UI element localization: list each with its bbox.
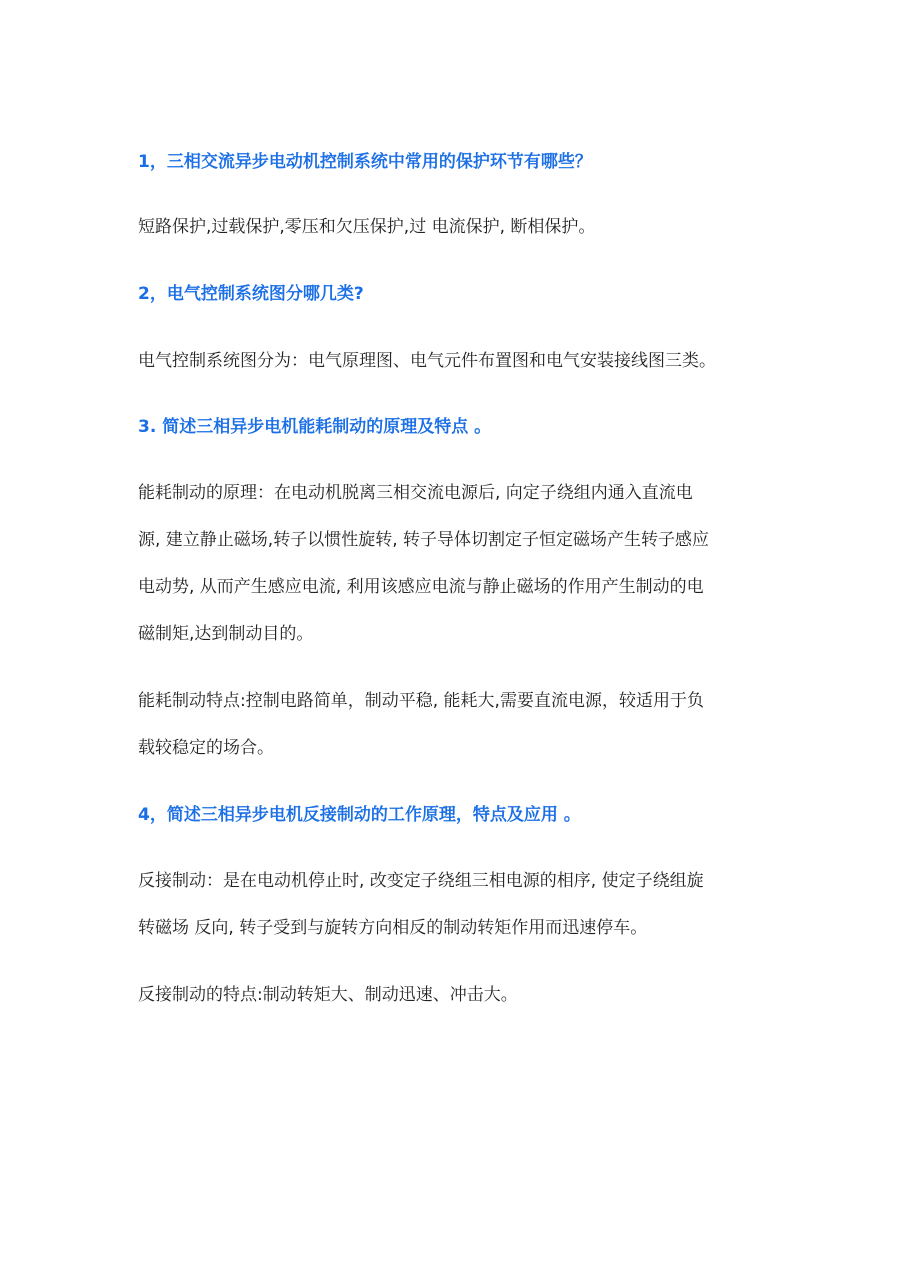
text-line: 源, 建立静止磁场,转子以惯性旋转, 转子导体切割定子恒定磁场产生转子感应	[138, 530, 710, 550]
answer-4-principle-paragraph	[138, 858, 778, 952]
text-line: 载较稳定的场合。	[138, 738, 274, 758]
text-line: 电气控制系统图分为：电气原理图、电气元件布置图和电气安装接线图三类。	[138, 351, 716, 371]
question-1-heading: 1，三相交流异步电动机控制系统中常用的保护环节有哪些？	[138, 152, 592, 172]
answer-3-principle-paragraph	[138, 470, 778, 658]
answer-3-features-paragraph	[138, 678, 778, 772]
question-3-heading: 3. 简述三相异步电机能耗制动的原理及特点 。	[138, 417, 492, 437]
text-line: 磁制矩,达到制动目的。	[138, 624, 314, 644]
text-line: 电动势, 从而产生感应电流, 利用该感应电流与静止磁场的作用产生制动的电	[138, 577, 704, 597]
question-2-heading: 2，电气控制系统图分哪几类?	[138, 284, 364, 304]
answer-2-paragraph	[138, 338, 778, 385]
text-line: 能耗制动特点:控制电路简单，制动平稳, 能耗大,需要直流电源，较适用于负	[138, 691, 704, 711]
text-line: 转磁场 反向, 转子受到与旋转方向相反的制动转矩作用而迅速停车。	[138, 918, 648, 938]
text-line: 反接制动的特点:制动转矩大、制动迅速、冲击大。	[138, 985, 518, 1005]
text-line: 能耗制动的原理：在电动机脱离三相交流电源后, 向定子绕组内通入直流电	[138, 483, 693, 503]
answer-1-paragraph	[138, 204, 778, 251]
text-line: 反接制动：是在电动机停止时, 改变定子绕组三相电源的相序, 使定子绕组旋	[138, 871, 704, 891]
text-line: 短路保护,过载保护,零压和欠压保护,过 电流保护, 断相保护。	[138, 217, 596, 237]
question-4-heading: 4，简述三相异步电机反接制动的工作原理，特点及应用 。	[138, 805, 581, 825]
answer-4-features-paragraph	[138, 972, 778, 1019]
